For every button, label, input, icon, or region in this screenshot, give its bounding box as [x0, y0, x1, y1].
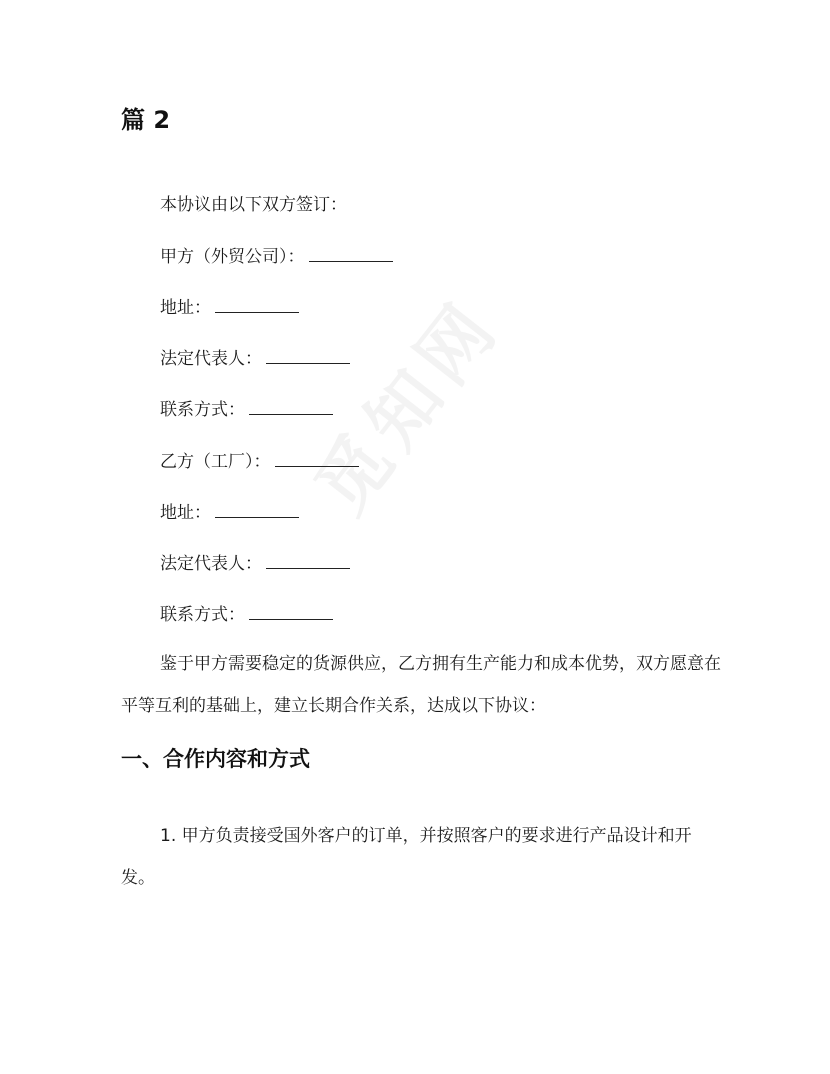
party-b-legal-rep-blank	[266, 567, 350, 569]
party-a-contact-line	[160, 398, 333, 422]
party-b-legal-rep-label: 法定代表人：	[160, 554, 262, 574]
party-a-address-label: 地址：	[160, 298, 211, 318]
party-b-contact-line	[160, 603, 333, 627]
party-b-contact-label: 联系方式：	[160, 605, 245, 625]
party-a-legal-rep-label: 法定代表人：	[160, 349, 262, 369]
party-b-name-blank	[275, 465, 359, 467]
party-a-name-blank	[309, 260, 393, 262]
party-a-legal-rep-blank	[266, 362, 350, 364]
party-a-legal-rep-line	[160, 347, 350, 371]
preamble-paragraph: 鉴于甲方需要稳定的货源供应，乙方拥有生产能力和成本优势，双方愿意在平等互利的基础上，建立长期合作关系，达成以下协议：	[121, 654, 721, 716]
party-b-title: 乙方（工厂）：	[160, 452, 271, 472]
party-a-title: 甲方（外贸公司）：	[160, 247, 305, 267]
section-1-item-1: 1. 甲方负责接受国外客户的订单，并按照客户的要求进行产品设计和开发。	[121, 826, 692, 888]
party-b-title-line	[160, 450, 359, 474]
party-b-legal-rep-line	[160, 552, 350, 576]
party-b-contact-blank	[249, 618, 333, 620]
party-a-address-blank	[215, 311, 299, 313]
party-b-address-blank	[215, 516, 299, 518]
party-a-contact-label: 联系方式：	[160, 400, 245, 420]
party-a-contact-blank	[249, 413, 333, 415]
party-b-address-label: 地址：	[160, 503, 211, 523]
intro-text: 本协议由以下双方签订：	[160, 195, 347, 215]
party-b-address-line	[160, 501, 299, 525]
page-heading: 篇 2	[121, 106, 171, 134]
party-a-title-line	[160, 245, 393, 269]
intro-line	[160, 193, 347, 217]
party-a-address-line	[160, 296, 299, 320]
section-1-title: 一、合作内容和方式	[121, 747, 310, 771]
